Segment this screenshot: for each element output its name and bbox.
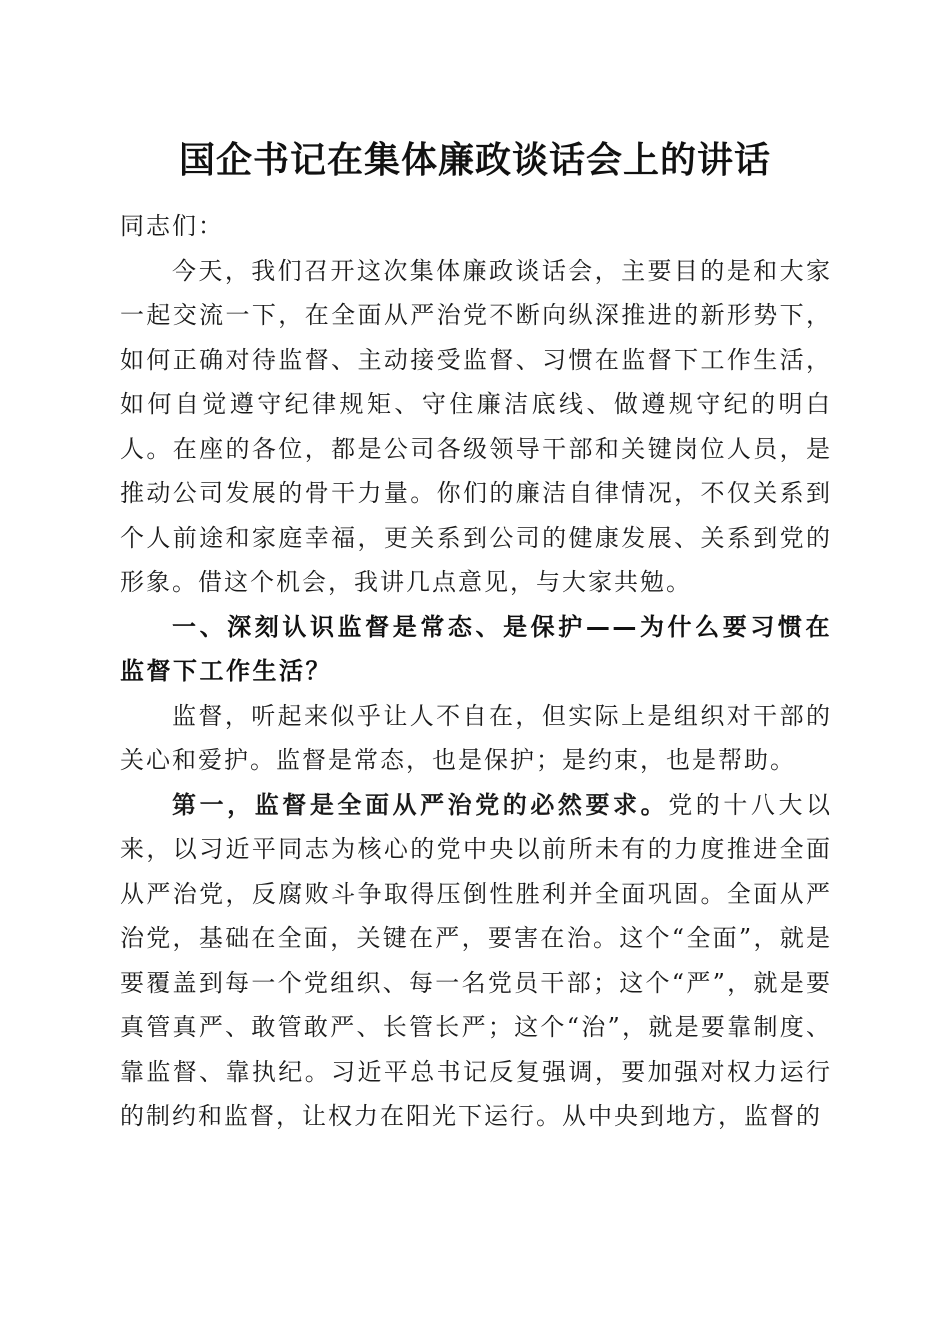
section-heading: 一、深刻认识监督是常态、是保护——为什么要习惯在监督下工作生活？ <box>120 612 832 685</box>
point-paragraph <box>120 783 832 1139</box>
salutation: 同志们： <box>120 212 224 240</box>
intro-paragraph: 今天，我们召开这次集体廉政谈话会，主要目的是和大家一起交流一下，在全面从严治党不断向纵深推进的新形势下，如何正确对待监督、主动接受监督、习惯在监督下工作生活，如何自觉遵守纪律规矩、守住廉洁底线、做遵规守纪的明白人。在座的各位，都是公司各级领导干部和关键岗位人员，是推动公司发展的骨干力量。你们的廉洁自律情况，不仅关系到个人前途和家庭幸福，更关系到公司的健康发展、关系到党的形象。借这个机会，我讲几点意见，与大家共勉。 <box>120 256 832 596</box>
point-text: 党的十八大以来，以习近平同志为核心的党中央以前所未有的力度推进全面从严治党，反腐败斗争取得压倒性胜利并全面巩固。全面从严治党，基础在全面，关键在严，要害在治。这个“全面”，就是要覆盖到每一个党组织、每一名党员干部；这个“严”，就是要真管真严、敢管敢严、长管长严；这个“治”，就是要靠制度、靠监督、靠执纪。习近平总书记反复强调，要加强对权力运行的制约和监督，让权力在阳光下运行。从中央到地方，监督的 <box>120 790 833 1130</box>
document-body <box>120 204 832 1139</box>
point-lead: 第一，监督是全面从严治党的必然要求。 <box>172 789 669 819</box>
section-paragraph: 监督，听起来似乎让人不自在，但实际上是组织对干部的关心和爱护。监督是常态，也是保护；是约束，也是帮助。 <box>120 701 832 774</box>
document-title: 国企书记在集体廉政谈话会上的讲话 <box>178 139 771 181</box>
